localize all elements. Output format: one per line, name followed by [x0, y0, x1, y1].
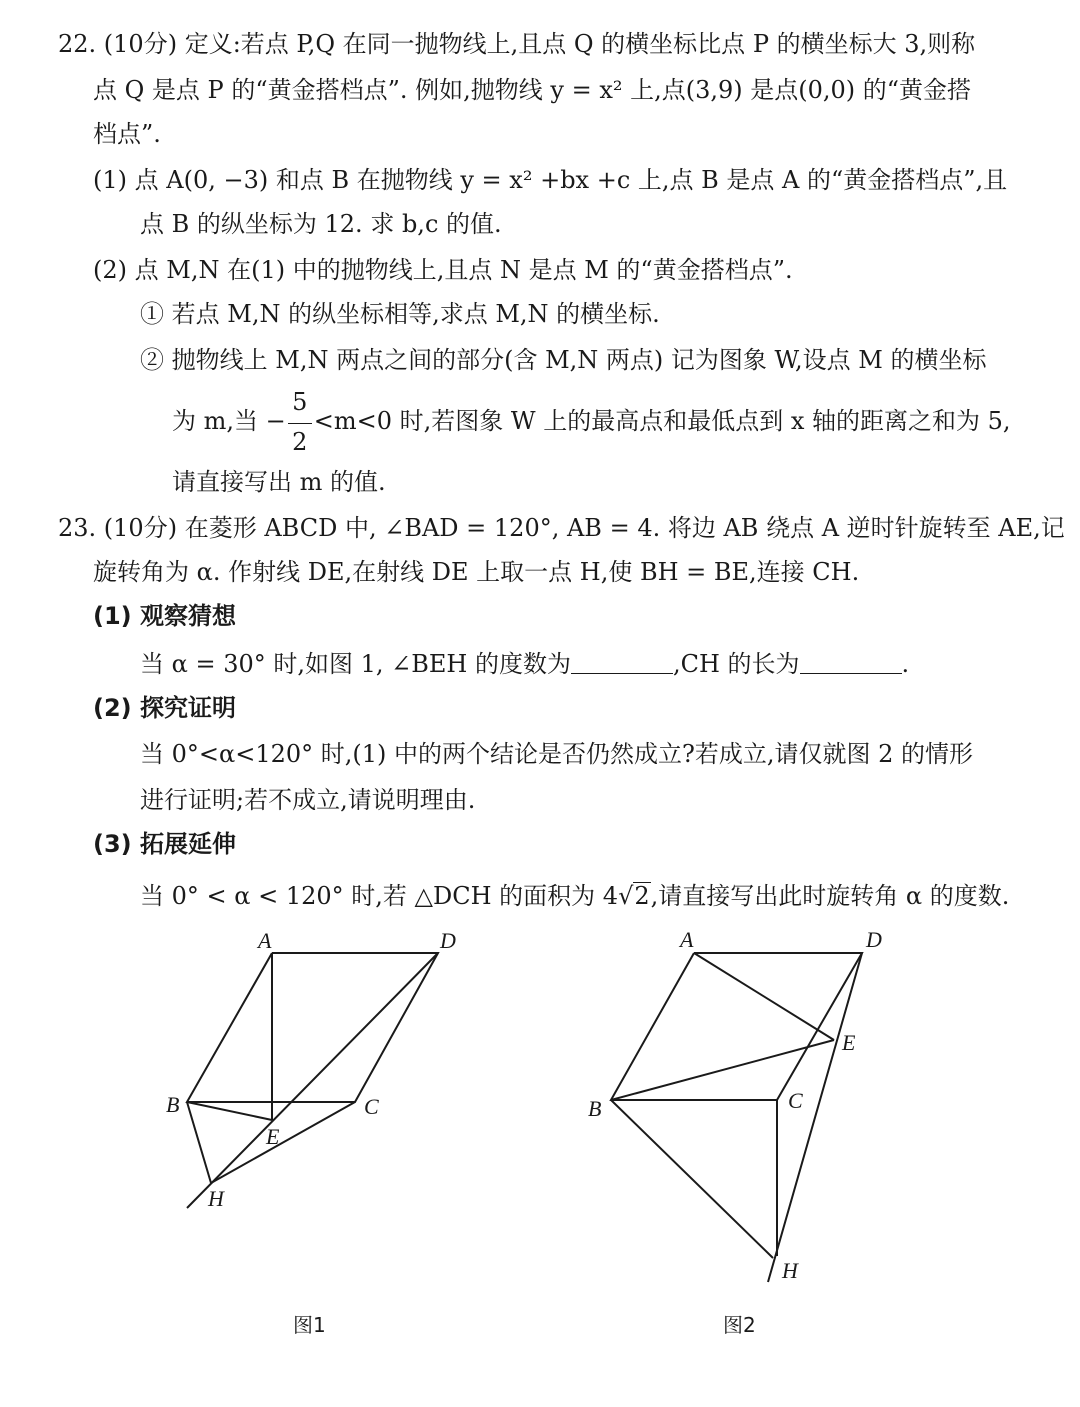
- q23-section3-title: (3) 拓展延伸: [93, 830, 236, 858]
- sqrt-radicand: 2: [634, 882, 650, 910]
- q22-part1-line-1: (1) 点 A(0, −3) 和点 B 在抛物线 y = x² +bx +c 上,点 B 是点 A 的“黄金搭档点”,且: [93, 166, 1008, 194]
- q23-section2-line-2: 进行证明;若不成立,请说明理由.: [140, 786, 476, 814]
- sqrt-sign: √: [618, 882, 634, 910]
- segment-ch: [211, 1102, 355, 1183]
- segment-bh: [611, 1100, 773, 1258]
- rhombus-abcd: [611, 953, 862, 1100]
- q23-section2-line-1: 当 0°<α<120° 时,(1) 中的两个结论是否仍然成立?若成立,请仅就图 2 的情形: [140, 740, 974, 768]
- q23-s1-end: .: [901, 650, 910, 678]
- label-e: E: [266, 1124, 280, 1149]
- segment-be: [187, 1102, 272, 1120]
- q23-section1-title: (1) 观察猜想: [93, 602, 236, 630]
- q22-sub-b-suffix: <m<0 时,若图象 W 上的最高点和最低点到 x 轴的距离之和为 5,: [313, 407, 1011, 435]
- q22-part2-sub-b-line-1: ② 抛物线上 M,N 两点之间的部分(含 M,N 两点) 记为图象 W,设点 M 的横坐标: [140, 346, 987, 374]
- label-d: D: [440, 928, 456, 953]
- label-e: E: [842, 1030, 856, 1055]
- q23-section3-question: [140, 880, 1009, 912]
- label-b: B: [588, 1096, 602, 1121]
- label-a: A: [258, 928, 272, 953]
- q22-part2-line-1: (2) 点 M,N 在(1) 中的抛物线上,且点 N 是点 M 的“黄金搭档点”.: [93, 256, 793, 284]
- q22-part2-sub-b-line-2: [172, 386, 1011, 458]
- q22-sub-b-prefix: 为 m,当 −: [172, 407, 286, 435]
- label-c: C: [364, 1094, 379, 1119]
- q23-s1-middle: ,CH 的长为: [672, 650, 800, 678]
- fraction-five-halves: [286, 388, 314, 458]
- answer-blank-angle[interactable]: [571, 651, 673, 674]
- q23-s3-prefix: 当 0° < α < 120° 时,若 △DCH 的面积为 4: [140, 882, 619, 910]
- label-d: D: [866, 927, 882, 952]
- label-a: A: [680, 927, 694, 952]
- segment-bh: [187, 1102, 211, 1183]
- figure-1: [150, 920, 490, 1340]
- q22-line-1: 22. (10分) 定义:若点 P,Q 在同一抛物线上,且点 Q 的横坐标比点 P 的横坐标大 3,则称: [58, 30, 976, 58]
- q23-line-1: 23. (10分) 在菱形 ABCD 中, ∠BAD = 120°, AB = 4. 将边 AB 绕点 A 逆时针旋转至 AE,记: [58, 514, 1065, 542]
- figure-2-caption: 图2: [723, 1313, 756, 1337]
- q23-section2-title: (2) 探究证明: [93, 694, 236, 722]
- label-c: C: [788, 1088, 803, 1113]
- label-h: H: [208, 1186, 224, 1211]
- q23-s1-prefix: 当 α = 30° 时,如图 1, ∠BEH 的度数为: [140, 650, 571, 678]
- label-b: B: [166, 1092, 180, 1117]
- q23-line-2: 旋转角为 α. 作射线 DE,在射线 DE 上取一点 H,使 BH = BE,连接 CH.: [93, 558, 860, 586]
- q23-section1-question: [140, 648, 909, 680]
- segment-ae: [694, 953, 834, 1040]
- figure-1-caption: 图1: [293, 1313, 326, 1337]
- q22-line-3: 档点”.: [93, 120, 161, 148]
- figure-2: [580, 920, 920, 1340]
- answer-blank-length[interactable]: [800, 651, 902, 674]
- q23-s3-suffix: ,请直接写出此时旋转角 α 的度数.: [650, 882, 1010, 910]
- q22-part2-sub-b-line-3: 请直接写出 m 的值.: [172, 468, 386, 496]
- q22-line-2: 点 Q 是点 P 的“黄金搭档点”. 例如,抛物线 y = x² 上,点(3,9) 是点(0,0) 的“黄金搭: [93, 76, 972, 104]
- label-h: H: [782, 1258, 798, 1283]
- ray-de: [187, 953, 438, 1208]
- fraction-denominator: 2: [292, 427, 308, 456]
- q22-part1-line-2: 点 B 的纵坐标为 12. 求 b,c 的值.: [140, 210, 502, 238]
- fraction-numerator: 5: [292, 387, 308, 416]
- ray-de: [768, 953, 862, 1282]
- q22-part2-sub-a: ① 若点 M,N 的纵坐标相等,求点 M,N 的横坐标.: [140, 300, 660, 328]
